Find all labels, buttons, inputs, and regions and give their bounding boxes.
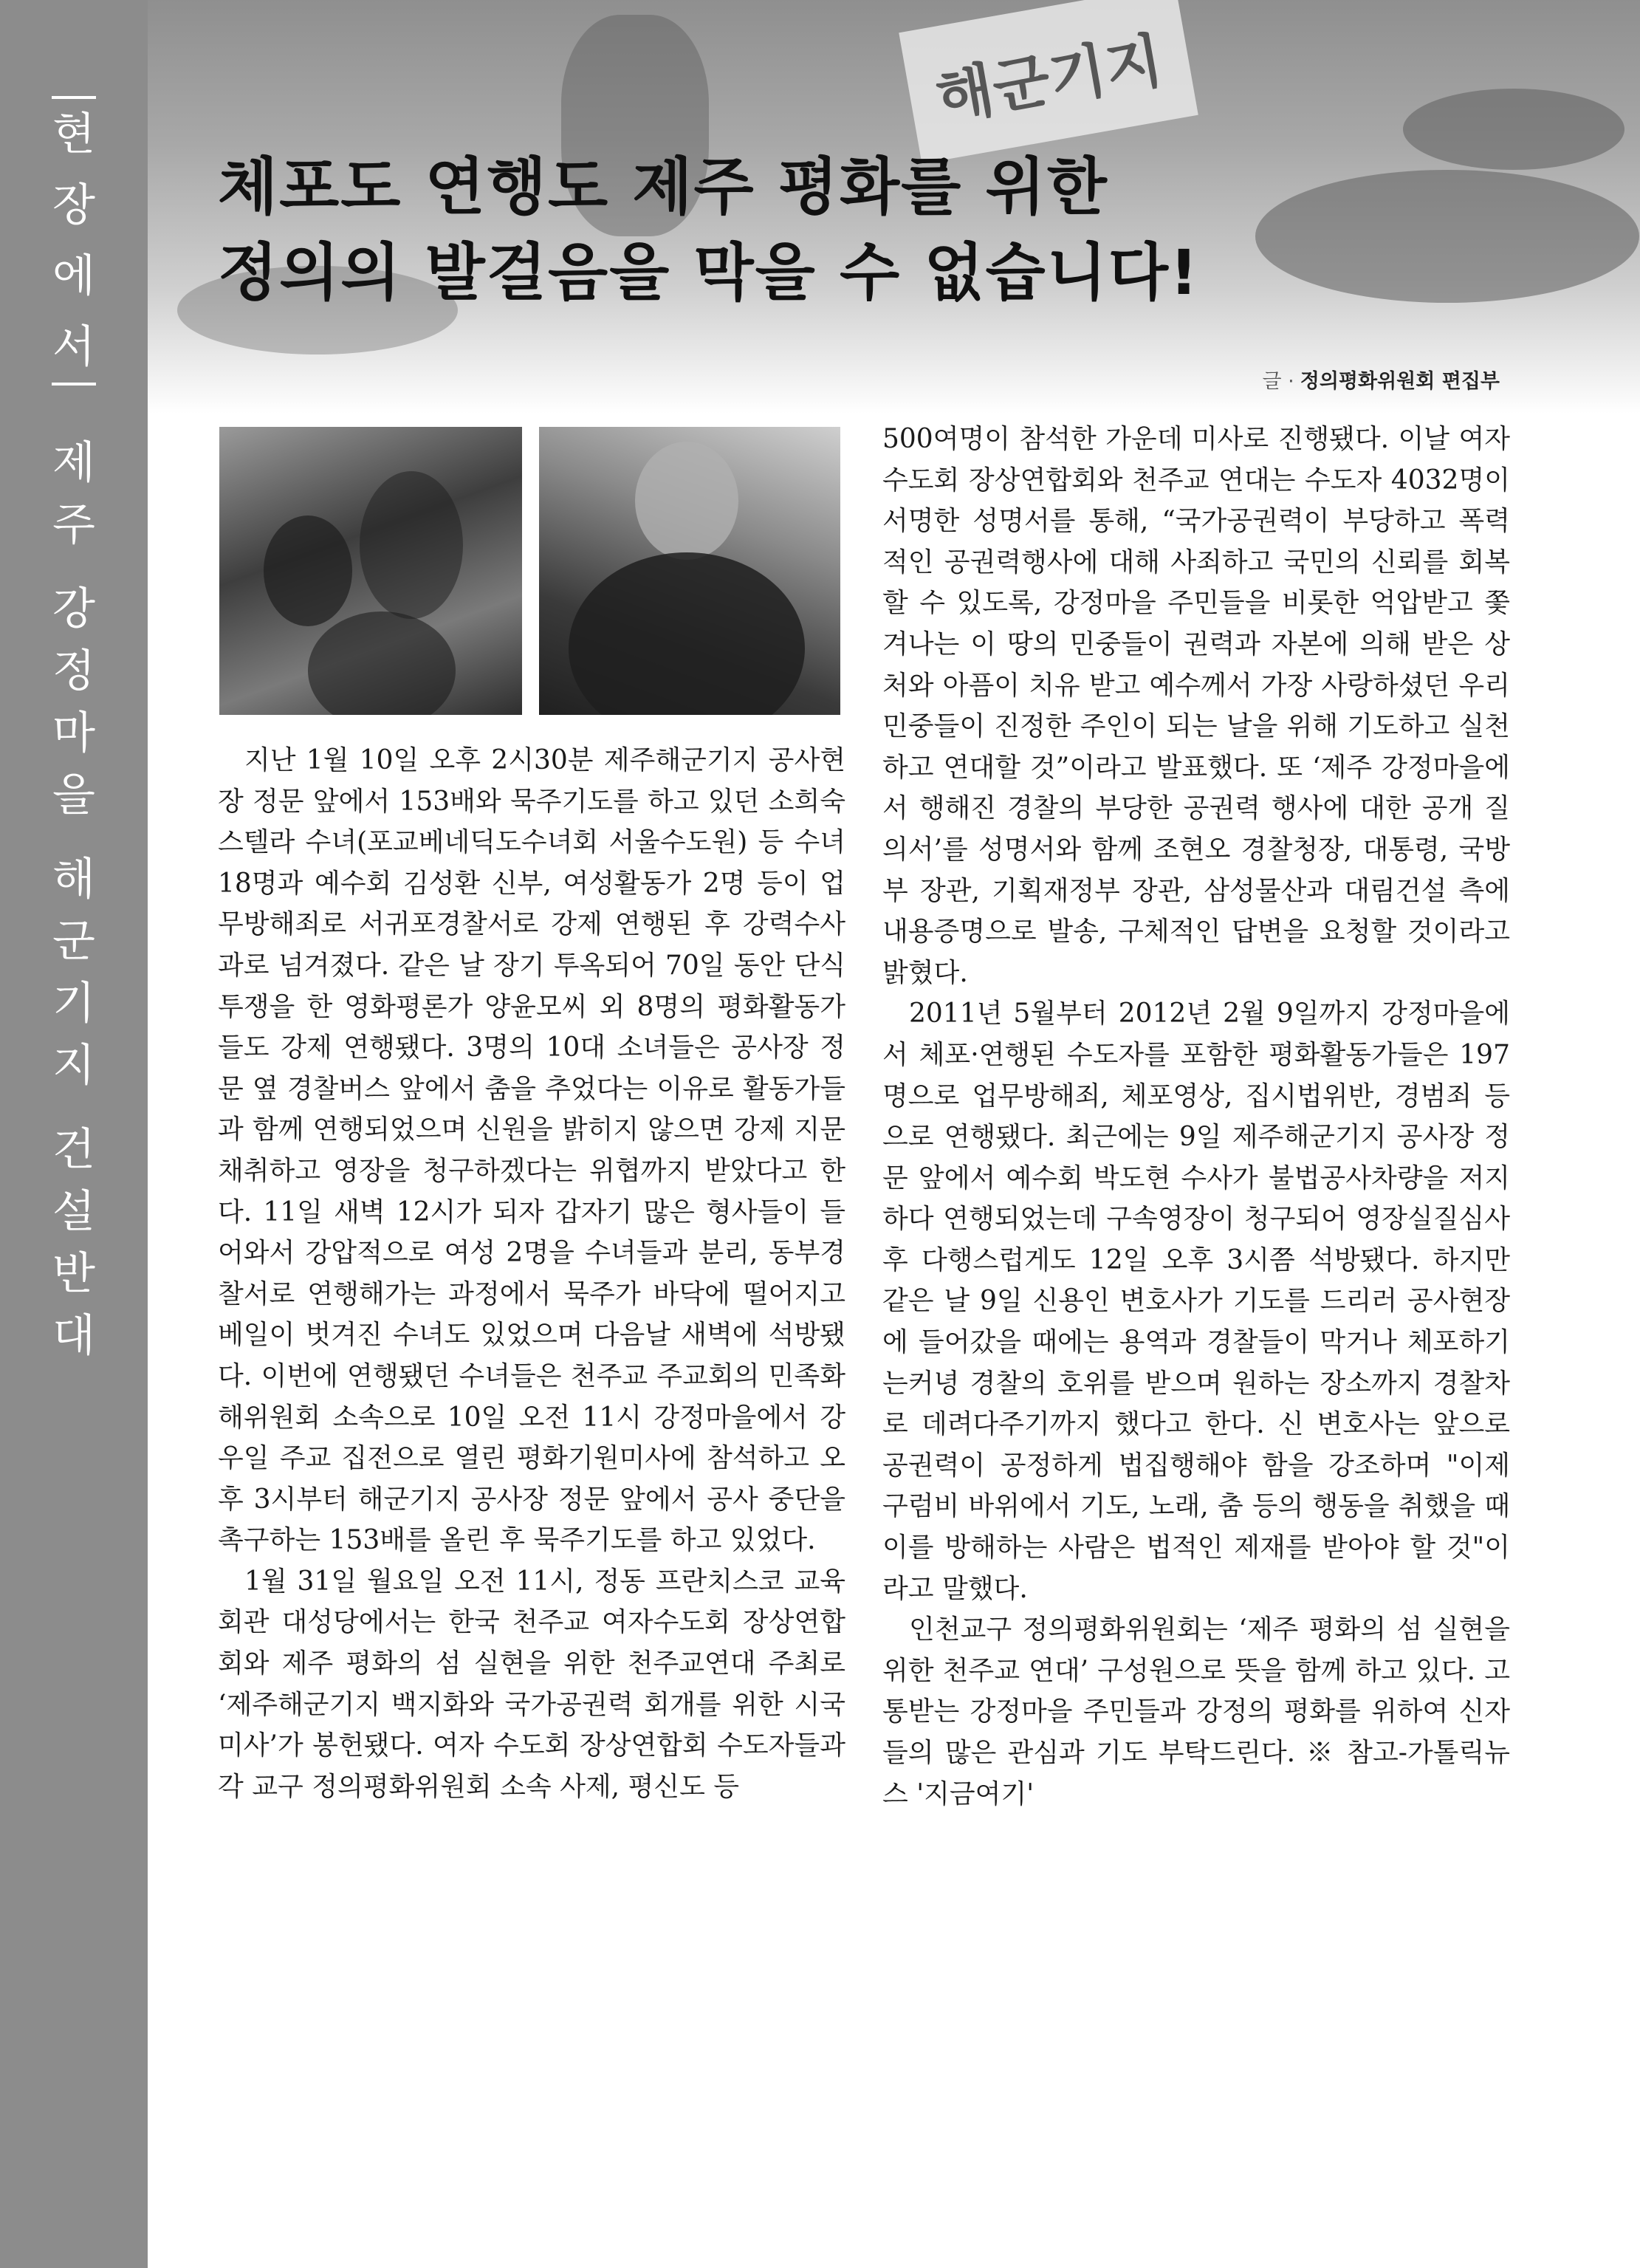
title-line-2: 정의의 발걸음을 막을 수 없습니다! [218,236,1200,309]
topic-char: 주 [52,499,95,551]
topic-char: 정 [52,645,95,697]
section-rule-top [52,96,96,99]
article-paragraph: 2011년 5월부터 2012년 2월 9일까지 강정마을에서 체포·연행된 수도자를 포함한 평화활동가들은 197명으로 업무방해죄, 체포영상, 집시법위반, 경범죄 등으로 연행됐다. 최근에는 9일 제주해군기지 공사장 정문 앞에서 예수회 박도현 수사가 불법공사차량을 저지하다 연행되었는데 구속영장이 청구되어 영장실질심사 후 다행스럽게도 12일 오후 3시쯤 석방됐다. 하지만 같은 날 9일 신용인 변호사가 기도를 드리러 공사현장에 들어갔을 때에는 용역과 경찰들이 막거나 체포하기는커녕 경찰의 호위를 받으며 원하는 장소까지 경찰차로 데려다주기까지 했다고 한다. 신 변호사는 앞으로 공권력이 공정하게 법집행해야 함을 강조하며 "이제 구럼비 바위에서 기도, 노래, 춤 등의 행동을 취했을 때 이를 방해하는 사람은 법적인 제재를 받아야 할 것"이라고 말했다. [882,998,1510,1604]
protest-sign: 해군기지 [899,0,1198,164]
title-line-1: 체포도 연행도 제주 평화를 위한 [218,151,1108,223]
article-column-right [882,419,1510,1815]
byline [1263,365,1500,394]
article-paragraph: 1월 31일 월요일 오전 11시, 정동 프란치스코 교육회관 대성당에서는 한국 천주교 여자수도회 장상연합회와 제주 평화의 섬 실현을 위한 천주교연대 주최로 ‘제주해군기지 백지화와 국가공권력 회개를 위한 시국미사’가 봉헌됐다. 여자 수도회 장상연합회 수도자들과 각 교구 정의평화위원회 소속 사제, 평신도 등 [218,1566,845,1802]
section-char: 장 [52,179,95,231]
article-title [218,144,1199,315]
topic-char: 마 [52,708,95,759]
section-rule-bottom [52,383,96,386]
topic-char: 제 [52,437,95,489]
topic-char: 을 [52,770,95,821]
article-paragraph: 인천교구 정의평화위원회는 ‘제주 평화의 섬 실현을 위한 천주교 연대’ 구성원으로 뜻을 함께 하고 있다. 고통받는 강정마을 주민들과 강정의 평화를 위하여 신자들의 많은 관심과 기도 부탁드린다. ※ 참고-가톨릭뉴스 '지금여기' [882,1614,1510,1809]
topic-char: 반 [52,1248,95,1300]
topic-char: 설 [52,1186,95,1238]
topic-char: 해 [52,854,95,905]
topic-char: 건 [52,1124,95,1176]
topic-char: 대 [52,1310,95,1362]
section-char: 서 [52,321,95,373]
topic-char: 지 [52,1040,95,1092]
article-paragraph: 500여명이 참석한 가운데 미사로 진행됐다. 이날 여자 수도회 장상연합회와 천주교 연대는 수도자 4032명이 서명한 성명서를 통해, “국가공권력이 부당하고 폭력적인 공권력행사에 대해 사죄하고 국민의 신뢰를 회복할 수 있도록, 강정마을 주민들을 비롯한 억압받고 쫓겨나는 이 땅의 민중들이 권력과 자본에 의해 받은 상처와 아픔이 치유 받고 예수께서 가장 사랑하셨던 우리 민중들이 진정한 주인이 되는 날을 위해 기도하고 실천하고 연대할 것”이라고 발표했다. 또 ‘제주 강정마을에서 행해진 경찰의 부당한 공권력 행사에 대한 공개 질의서’를 성명서와 함께 조현오 경찰청장, 대통령, 국방부 장관, 기획재정부 장관, 삼성물산과 대림건설 측에 내용증명으로 발송, 구체적인 답변을 요청할 것이라고 밝혔다. [882,424,1510,988]
section-char: 현 [52,109,95,160]
topic-label [0,432,148,1367]
topic-char: 기 [52,978,95,1029]
byline-org: 정의평화위원회 편집부 [1300,370,1500,393]
photo-nuns-arrest [219,427,522,715]
article-column-left [218,740,845,1807]
section-char: 에 [52,250,95,302]
topic-char: 강 [52,583,95,635]
byline-label: 글 · [1262,370,1294,393]
photo-priest-bound [539,427,840,715]
article-paragraph: 지난 1월 10일 오후 2시30분 제주해군기지 공사현장 정문 앞에서 153배와 묵주기도를 하고 있던 소희숙 스텔라 수녀(포교베네딕도수녀회 서울수도원) 등 수녀 18명과 예수회 김성환 신부, 여성활동가 2명 등이 업무방해죄로 서귀포경찰서로 강제 연행된 후 강력수사과로 넘겨졌다. 같은 날 장기 투옥되어 70일 동안 단식투쟁을 한 영화평론가 양윤모씨 외 8명의 평화활동가들도 강제 연행됐다. 3명의 10대 소녀들은 공사장 정문 옆 경찰버스 앞에서 춤을 추었다는 이유로 활동가들과 함께 연행되었으며 신원을 밝히지 않으면 강제 지문 채취하고 영장을 청구하겠다는 위협까지 받았다고 한다. 11일 새벽 12시가 되자 갑자기 많은 형사들이 들어와서 강압적으로 여성 2명을 수녀들과 분리, 동부경찰서로 연행해가는 과정에서 묵주가 바닥에 떨어지고 베일이 벗겨진 수녀도 있었으며 다음날 새벽에 석방됐다. 이번에 연행됐던 수녀들은 천주교 주교회의 민족화해위원회 소속으로 10일 오전 11시 강정마을에서 강우일 주교 집전으로 열린 평화기원미사에 참석하고 오후 3시부터 해군기지 공사장 정문 앞에서 공사 중단을 촉구하는 153배를 올린 후 묵주기도를 하고 있었다. [218,745,845,1556]
topic-char: 군 [52,916,95,967]
section-label [0,96,148,386]
